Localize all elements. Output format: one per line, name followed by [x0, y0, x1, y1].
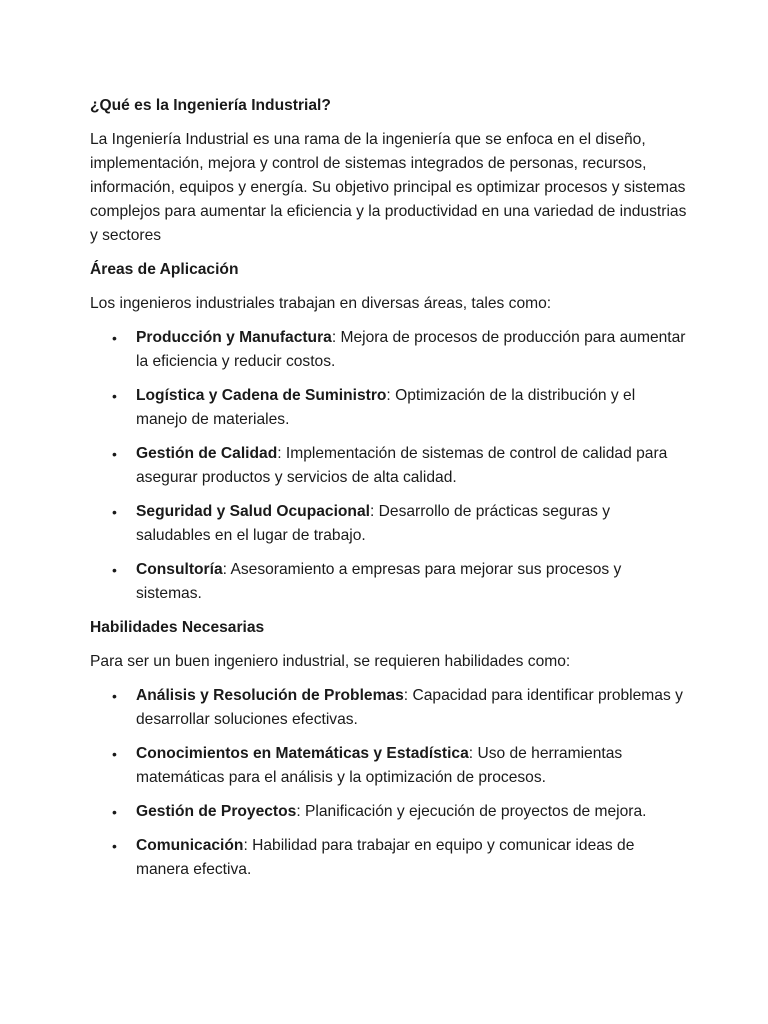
item-term: Gestión de Calidad [136, 445, 278, 462]
section-lead-areas: Los ingenieros industriales trabajan en diversas áreas, tales como: [90, 295, 552, 312]
bullet-icon: • [112, 746, 117, 762]
list-item [90, 500, 688, 548]
item-desc: : Mejora de procesos de producción para aumentar la eficiencia y reducir costos. [136, 329, 686, 370]
item-term: Gestión de Proyectos [136, 803, 297, 820]
item-desc: : Implementación de sistemas de control de calidad para asegurar productos y servicios de alta calidad. [136, 445, 668, 486]
bullet-icon: • [112, 504, 117, 520]
areas-list [90, 326, 688, 606]
item-term: Conocimientos en Matemáticas y Estadística [136, 745, 469, 762]
list-item [90, 742, 688, 790]
list-item [90, 800, 688, 824]
section-heading-areas: Áreas de Aplicación [90, 261, 239, 278]
bullet-icon: • [112, 688, 117, 704]
list-item [90, 684, 688, 732]
bullet-icon: • [112, 562, 117, 578]
skills-list [90, 684, 688, 882]
item-desc: : Desarrollo de prácticas seguras y saludables en el lugar de trabajo. [136, 503, 611, 544]
section-lead-skills: Para ser un buen ingeniero industrial, se requieren habilidades como: [90, 653, 571, 670]
bullet-icon: • [112, 838, 117, 854]
list-item [90, 326, 688, 374]
bullet-icon: • [112, 446, 117, 462]
item-term: Producción y Manufactura [136, 329, 332, 346]
list-item [90, 558, 688, 606]
intro-paragraph: La Ingeniería Industrial es una rama de la ingeniería que se enfoca en el diseño, implementación, mejora y control de sistemas integrados de personas, recursos, información, equipos y energía. Su objetivo principal es optimizar procesos y sistemas complejos para aumentar la eficiencia y la productividad en una variedad de industrias y sectores [90, 131, 687, 244]
item-desc: : Optimización de la distribución y el manejo de materiales. [136, 387, 636, 428]
item-desc: : Planificación y ejecución de proyectos de mejora. [296, 803, 647, 820]
item-term: Análisis y Resolución de Problemas [136, 687, 404, 704]
list-item [90, 384, 688, 432]
list-item [90, 834, 688, 882]
item-term: Consultoría [136, 561, 223, 578]
bullet-icon: • [112, 388, 117, 404]
bullet-icon: • [112, 330, 117, 346]
item-desc: : Habilidad para trabajar en equipo y comunicar ideas de manera efectiva. [136, 837, 635, 878]
section-heading-skills: Habilidades Necesarias [90, 619, 265, 636]
item-term: Logística y Cadena de Suministro [136, 387, 387, 404]
document-title: ¿Qué es la Ingeniería Industrial? [90, 97, 331, 114]
item-desc: : Capacidad para identificar problemas y desarrollar soluciones efectivas. [136, 687, 683, 728]
list-item [90, 442, 688, 490]
item-desc: : Uso de herramientas matemáticas para el análisis y la optimización de procesos. [136, 745, 623, 786]
item-term: Comunicación [136, 837, 244, 854]
item-desc: : Asesoramiento a empresas para mejorar sus procesos y sistemas. [136, 561, 622, 602]
bullet-icon: • [112, 804, 117, 820]
item-term: Seguridad y Salud Ocupacional [136, 503, 370, 520]
